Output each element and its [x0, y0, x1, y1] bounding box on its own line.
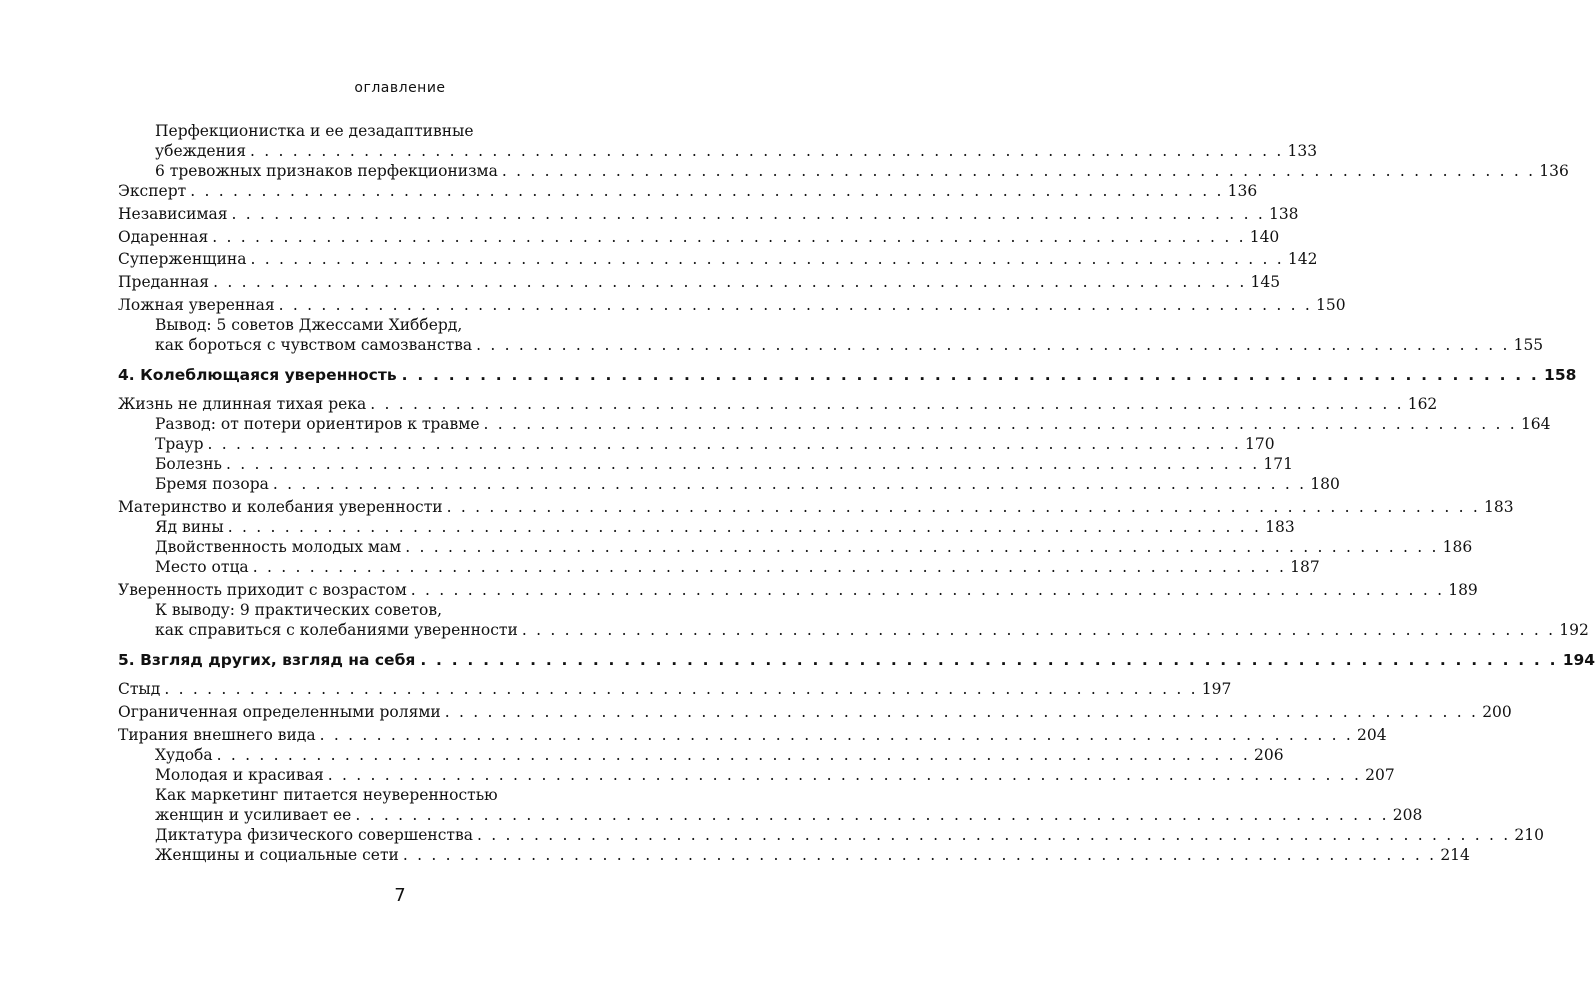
toc-entry[interactable]	[118, 227, 1280, 247]
dot-leader: . . . . . . . . . . . . . . . . . . . . . . . . . . . . . . . . . . . . . . . . . . . . . . . . . . . . . . . . . . . . . . . . . . . . . . . . .	[252, 557, 1287, 576]
toc-entry-title: Траур	[155, 434, 204, 453]
toc-entry[interactable]	[118, 335, 1544, 355]
toc-entry[interactable]	[118, 765, 1395, 785]
toc-entry-line: К выводу: 9 практических советов,	[155, 600, 442, 619]
dot-leader: . . . . . . . . . . . . . . . . . . . . . . . . . . . . . . . . . . . . . . . . . . . . . . . . . . . . . . . . . . . . . . . . . . . . . . . . .	[410, 580, 1445, 599]
chapter-page-number: 194	[1562, 650, 1595, 669]
toc-entry-title: как справиться с колебаниями уверенности	[155, 620, 518, 639]
toc-page-number: 171	[1263, 454, 1293, 473]
toc-entry-title: женщин и усиливает ее	[155, 805, 352, 824]
dot-leader: . . . . . . . . . . . . . . . . . . . . . . . . . . . . . . . . . . . . . . . . . . . . . . . . . . . . . . . . . . . . . . . . . . . . . . . . .	[476, 825, 1511, 844]
toc-entry-line: Перфекционистка и ее дезадаптивные	[155, 122, 474, 140]
toc-entry-title: Яд вины	[155, 517, 224, 536]
dot-leader: . . . . . . . . . . . . . . . . . . . . . . . . . . . . . . . . . . . . . . . . . . . . . . . . . . . . . . . . . . . . . . . . . . . . . . . . .	[402, 845, 1437, 864]
dot-leader: . . . . . . . . . . . . . . . . . . . . . . . . . . . . . . . . . . . . . . . . . . . . . . . . . . . . . . . . . . . . . . . . . . . . . . . . .	[190, 182, 1224, 200]
dot-leader: . . . . . . . . . . . . . . . . . . . . . . . . . . . . . . . . . . . . . . . . . . . . . . . . . . . . . . . . . . . . . . . . . . . . . . . . .	[355, 805, 1389, 824]
toc-page-number: 140	[1249, 227, 1280, 246]
toc-entry-title: Бремя позора	[155, 474, 269, 493]
toc-entry-title: Ложная уверенная	[118, 295, 275, 314]
dot-leader: . . . . . . . . . . . . . . . . . . . . . . . . . . . . . . . . . . . . . . . . . . . . . . . . . . . . . . . . . . . . . . . . . . . . . . . . .	[521, 620, 1556, 639]
toc-entry[interactable]	[118, 249, 1318, 269]
toc-entry-title: Одаренная	[118, 227, 209, 246]
dot-leader: . . . . . . . . . . . . . . . . . . . . . . . . . . . . . . . . . . . . . . . . . . . . . . . . . . . . . . . . . . . . . . . . . . . . . . . . .	[405, 537, 1439, 556]
toc-page-number: 170	[1244, 434, 1275, 453]
toc-page-number: 204	[1357, 725, 1387, 744]
toc-entry[interactable]	[118, 702, 1512, 722]
page-number: 7	[394, 885, 406, 906]
running-header: оглавление	[354, 80, 446, 96]
toc-entry[interactable]	[118, 725, 1387, 745]
toc-page-number: 183	[1484, 497, 1514, 516]
toc-page-number: 197	[1201, 679, 1232, 698]
dot-leader: . . . . . . . . . . . . . . . . . . . . . . . . . . . . . . . . . . . . . . . . . . . . . . . . . . . . . . . . . . . . . . . . . . . . . . . . .	[225, 454, 1260, 473]
dot-leader: . . . . . . . . . . . . . . . . . . . . . . . . . . . . . . . . . . . . . . . . . . . . . . . . . . . . . . . . . . . . . . . . . . . . . . . . .	[278, 295, 1313, 314]
dot-leader: . . . . . . . . . . . . . . . . . . . . . . . . . . . . . . . . . . . . . . . . . . . . . . . . . . . . . . . . . . . . . . . . . . . . . . . . .	[501, 162, 1536, 180]
toc-entry[interactable]	[118, 679, 1232, 699]
toc-page-number: 150	[1316, 295, 1346, 314]
toc-entry-title: Преданная	[118, 273, 210, 292]
toc-entry[interactable]	[118, 580, 1478, 600]
toc-page-number: 192	[1559, 620, 1589, 639]
toc-page-number: 186	[1442, 537, 1473, 556]
toc-entry[interactable]	[118, 272, 1281, 292]
toc-entry[interactable]	[118, 845, 1470, 865]
toc-entry[interactable]	[118, 825, 1544, 845]
toc-entry-title: Развод: от потери ориентиров к травме	[155, 414, 480, 433]
toc-entry[interactable]	[118, 454, 1293, 474]
toc-page-number: 206	[1254, 745, 1284, 764]
toc-chapter[interactable]	[118, 365, 1577, 385]
dot-leader: . . . . . . . . . . . . . . . . . . . . . . . . . . . . . . . . . . . . . . . . . . . . . . . . . . . . . . . . . . . . . . . . . . . . . . . . .	[231, 204, 1265, 223]
toc-page-number: 136	[1227, 182, 1258, 200]
dot-leader: . . . . . . . . . . . . . . . . . . . . . . . . . . . . . . . . . . . . . . . . . . . . . . . . . . . . . . . . . . . . . . . . . . . . . . . . .	[370, 394, 1404, 413]
toc-entry[interactable]	[118, 620, 1589, 640]
toc-page-number: 142	[1287, 250, 1318, 269]
dot-leader: . . . . . . . . . . . . . . . . . . . . . . . . . . . . . . . . . . . . . . . . . . . . . . . . . . . . . . . . . . . . . . . . . . . . . . . . .	[212, 227, 1246, 246]
toc-entry[interactable]	[118, 517, 1295, 537]
toc-entry[interactable]	[118, 745, 1284, 765]
dot-leader: . . . . . . . . . . . . . . . . . . . . . . . . . . . . . . . . . . . . . . . . . . . . . . . . . . . . . . . . . . . . . . . . . . . . . . . . .	[250, 250, 1284, 269]
toc-page-number: 155	[1513, 335, 1544, 354]
toc-entry[interactable]	[118, 394, 1438, 414]
toc-page-number: 200	[1482, 702, 1512, 721]
chapter-title: 4. Колеблющаяся уверенность	[118, 365, 397, 384]
toc-entry[interactable]	[118, 141, 1318, 161]
toc-entry-title: Уверенность приходит с возрастом	[118, 580, 407, 599]
table-of-contents	[118, 121, 1595, 865]
dot-leader: . . . . . . . . . . . . . . . . . . . . . . . . . . . . . . . . . . . . . . . . . . . . . . . . . . . . . . . . . . . . . . . . . . . . . . . . .	[227, 517, 1262, 536]
toc-entry-title: Эксперт	[118, 182, 187, 200]
toc-entry-title: Место отца	[155, 557, 249, 576]
toc-entry-line: Вывод: 5 советов Джессами Хибберд,	[155, 315, 463, 334]
toc-page-number: 138	[1268, 204, 1299, 223]
toc-page-number: 210	[1514, 825, 1544, 844]
toc-page-number: 164	[1520, 414, 1551, 433]
toc-entry[interactable]	[118, 434, 1275, 454]
toc-entry[interactable]	[118, 537, 1473, 557]
toc-entry[interactable]	[118, 204, 1299, 224]
toc-entry-title: убеждения	[155, 142, 247, 160]
toc-entry[interactable]	[118, 295, 1346, 315]
toc-entry-title: Диктатура физического совершенства	[155, 825, 473, 844]
toc-page-number: 133	[1287, 142, 1318, 160]
toc-page-number: 214	[1440, 845, 1470, 864]
toc-page-number: 189	[1448, 580, 1478, 599]
dot-leader: . . . . . . . . . . . . . . . . . . . . . . . . . . . . . . . . . . . . . . . . . . . . . . . . . . . . . . . . . . . . . . . . . . . . . . . . .	[272, 474, 1307, 493]
toc-entry-title: Независимая	[118, 204, 228, 223]
chapter-page-number: 158	[1544, 365, 1577, 384]
toc-page-number: 180	[1310, 474, 1340, 493]
toc-entry[interactable]	[118, 474, 1340, 494]
toc-page-number: 208	[1392, 805, 1423, 824]
toc-entry-title: Суперженщина	[118, 250, 247, 269]
toc-entry-title: Ограниченная определенными ролями	[118, 702, 441, 721]
toc-entry-title: как бороться с чувством самозванства	[155, 335, 473, 354]
toc-entry-line: Как маркетинг питается неуверенностью	[155, 785, 498, 804]
toc-entry[interactable]	[118, 805, 1423, 825]
toc-entry-title: Молодая и красивая	[155, 765, 324, 784]
dot-leader: . . . . . . . . . . . . . . . . . . . . . . . . . . . . . . . . . . . . . . . . . . . . . . . . . . . . . . . . . . . . . . . . . . . . . . . . .	[213, 273, 1247, 292]
dot-leader: . . . . . . . . . . . . . . . . . . . . . . . . . . . . . . . . . . . . . . . . . . . . . . . . . . . . . . . . . . . . . . . . . . . . . . . . .	[483, 414, 1517, 433]
dot-leader: . . . . . . . . . . . . . . . . . . . . . . . . . . . . . . . . . . . . . . . . . . . . . . . . . . . . . . . . . . . . . . . . . . . . . . . . .	[207, 434, 1241, 453]
toc-entry[interactable]	[118, 497, 1514, 517]
toc-entry-title: Двойственность молодых мам	[155, 537, 402, 556]
toc-entry-title: Материнство и колебания уверенности	[118, 497, 443, 516]
toc-entry-title: Жизнь не длинная тихая река	[118, 394, 367, 413]
dot-leader: . . . . . . . . . . . . . . . . . . . . . . . . . . . . . . . . . . . . . . . . . . . . . . . . . . . . . . . . . . . . . . . . . . . . . . . . .	[164, 679, 1198, 698]
toc-page-number: 136	[1539, 162, 1569, 180]
toc-page-number: 162	[1407, 394, 1438, 413]
toc-entry-title: Женщины и социальные сети	[155, 845, 399, 864]
toc-page-number: 187	[1290, 557, 1320, 576]
dot-leader: . . . . . . . . . . . . . . . . . . . . . . . . . . . . . . . . . . . . . . . . . . . . . . . . . . . . . . . . . . . . . . . . . . . . . . . . .	[319, 725, 1353, 744]
toc-entry-title: Болезнь	[155, 454, 222, 473]
toc-chapter[interactable]	[118, 650, 1595, 670]
dot-leader: . . . . . . . . . . . . . . . . . . . . . . . . . . . . . . . . . . . . . . . . . . . . . . . . . . . . . . . . . . . . . . . . . . . . . . . . .	[446, 497, 1481, 516]
toc-entry-title: Худоба	[155, 745, 213, 764]
toc-entry[interactable]	[118, 161, 1569, 181]
toc-entry[interactable]	[118, 557, 1320, 577]
dot-leader: . . . . . . . . . . . . . . . . . . . . . . . . . . . . . . . . . . . . . . . . . . . . . . . . . . . . . . . . . . . . . . . . . . . . . . . . .	[216, 745, 1251, 764]
chapter-title: 5. Взгляд других, взгляд на себя	[118, 650, 416, 669]
toc-entry-title: Тирания внешнего вида	[118, 725, 316, 744]
toc-entry[interactable]	[118, 414, 1551, 434]
toc-entry-title: 6 тревожных признаков перфекционизма	[155, 162, 498, 180]
toc-entry[interactable]	[118, 181, 1258, 201]
toc-page-number: 145	[1250, 273, 1281, 292]
toc-entry-title: Стыд	[118, 679, 161, 698]
dot-leader: . . . . . . . . . . . . . . . . . . . . . . . . . . . . . . . . . . . . . . . . . . . . . . . . . . . . . . . . . . . . . . . . . . . . . . . . .	[476, 335, 1510, 354]
dot-leader: . . . . . . . . . . . . . . . . . . . . . . . . . . . . . . . . . . . . . . . . . . . . . . . . . . . . . . . . . . . . . . . . . . . . . . . . .	[250, 142, 1284, 160]
dot-leader: . . . . . . . . . . . . . . . . . . . . . . . . . . . . . . . . . . . . . . . . . . . . . . . . . . . . . . . . . . . . . . . . . . . . . . . . .	[327, 765, 1362, 784]
toc-page-number: 183	[1265, 517, 1295, 536]
dot-leader: . . . . . . . . . . . . . . . . . . . . . . . . . . . . . . . . . . . . . . . . . . . . . . . . . . . . . . . . . . . . . . . . . . . . . . . . .	[420, 650, 1558, 669]
dot-leader: . . . . . . . . . . . . . . . . . . . . . . . . . . . . . . . . . . . . . . . . . . . . . . . . . . . . . . . . . . . . . . . . . . . . . . . . .	[401, 365, 1540, 384]
dot-leader: . . . . . . . . . . . . . . . . . . . . . . . . . . . . . . . . . . . . . . . . . . . . . . . . . . . . . . . . . . . . . . . . . . . . . . . . .	[444, 702, 1479, 721]
toc-page-number: 207	[1365, 765, 1395, 784]
